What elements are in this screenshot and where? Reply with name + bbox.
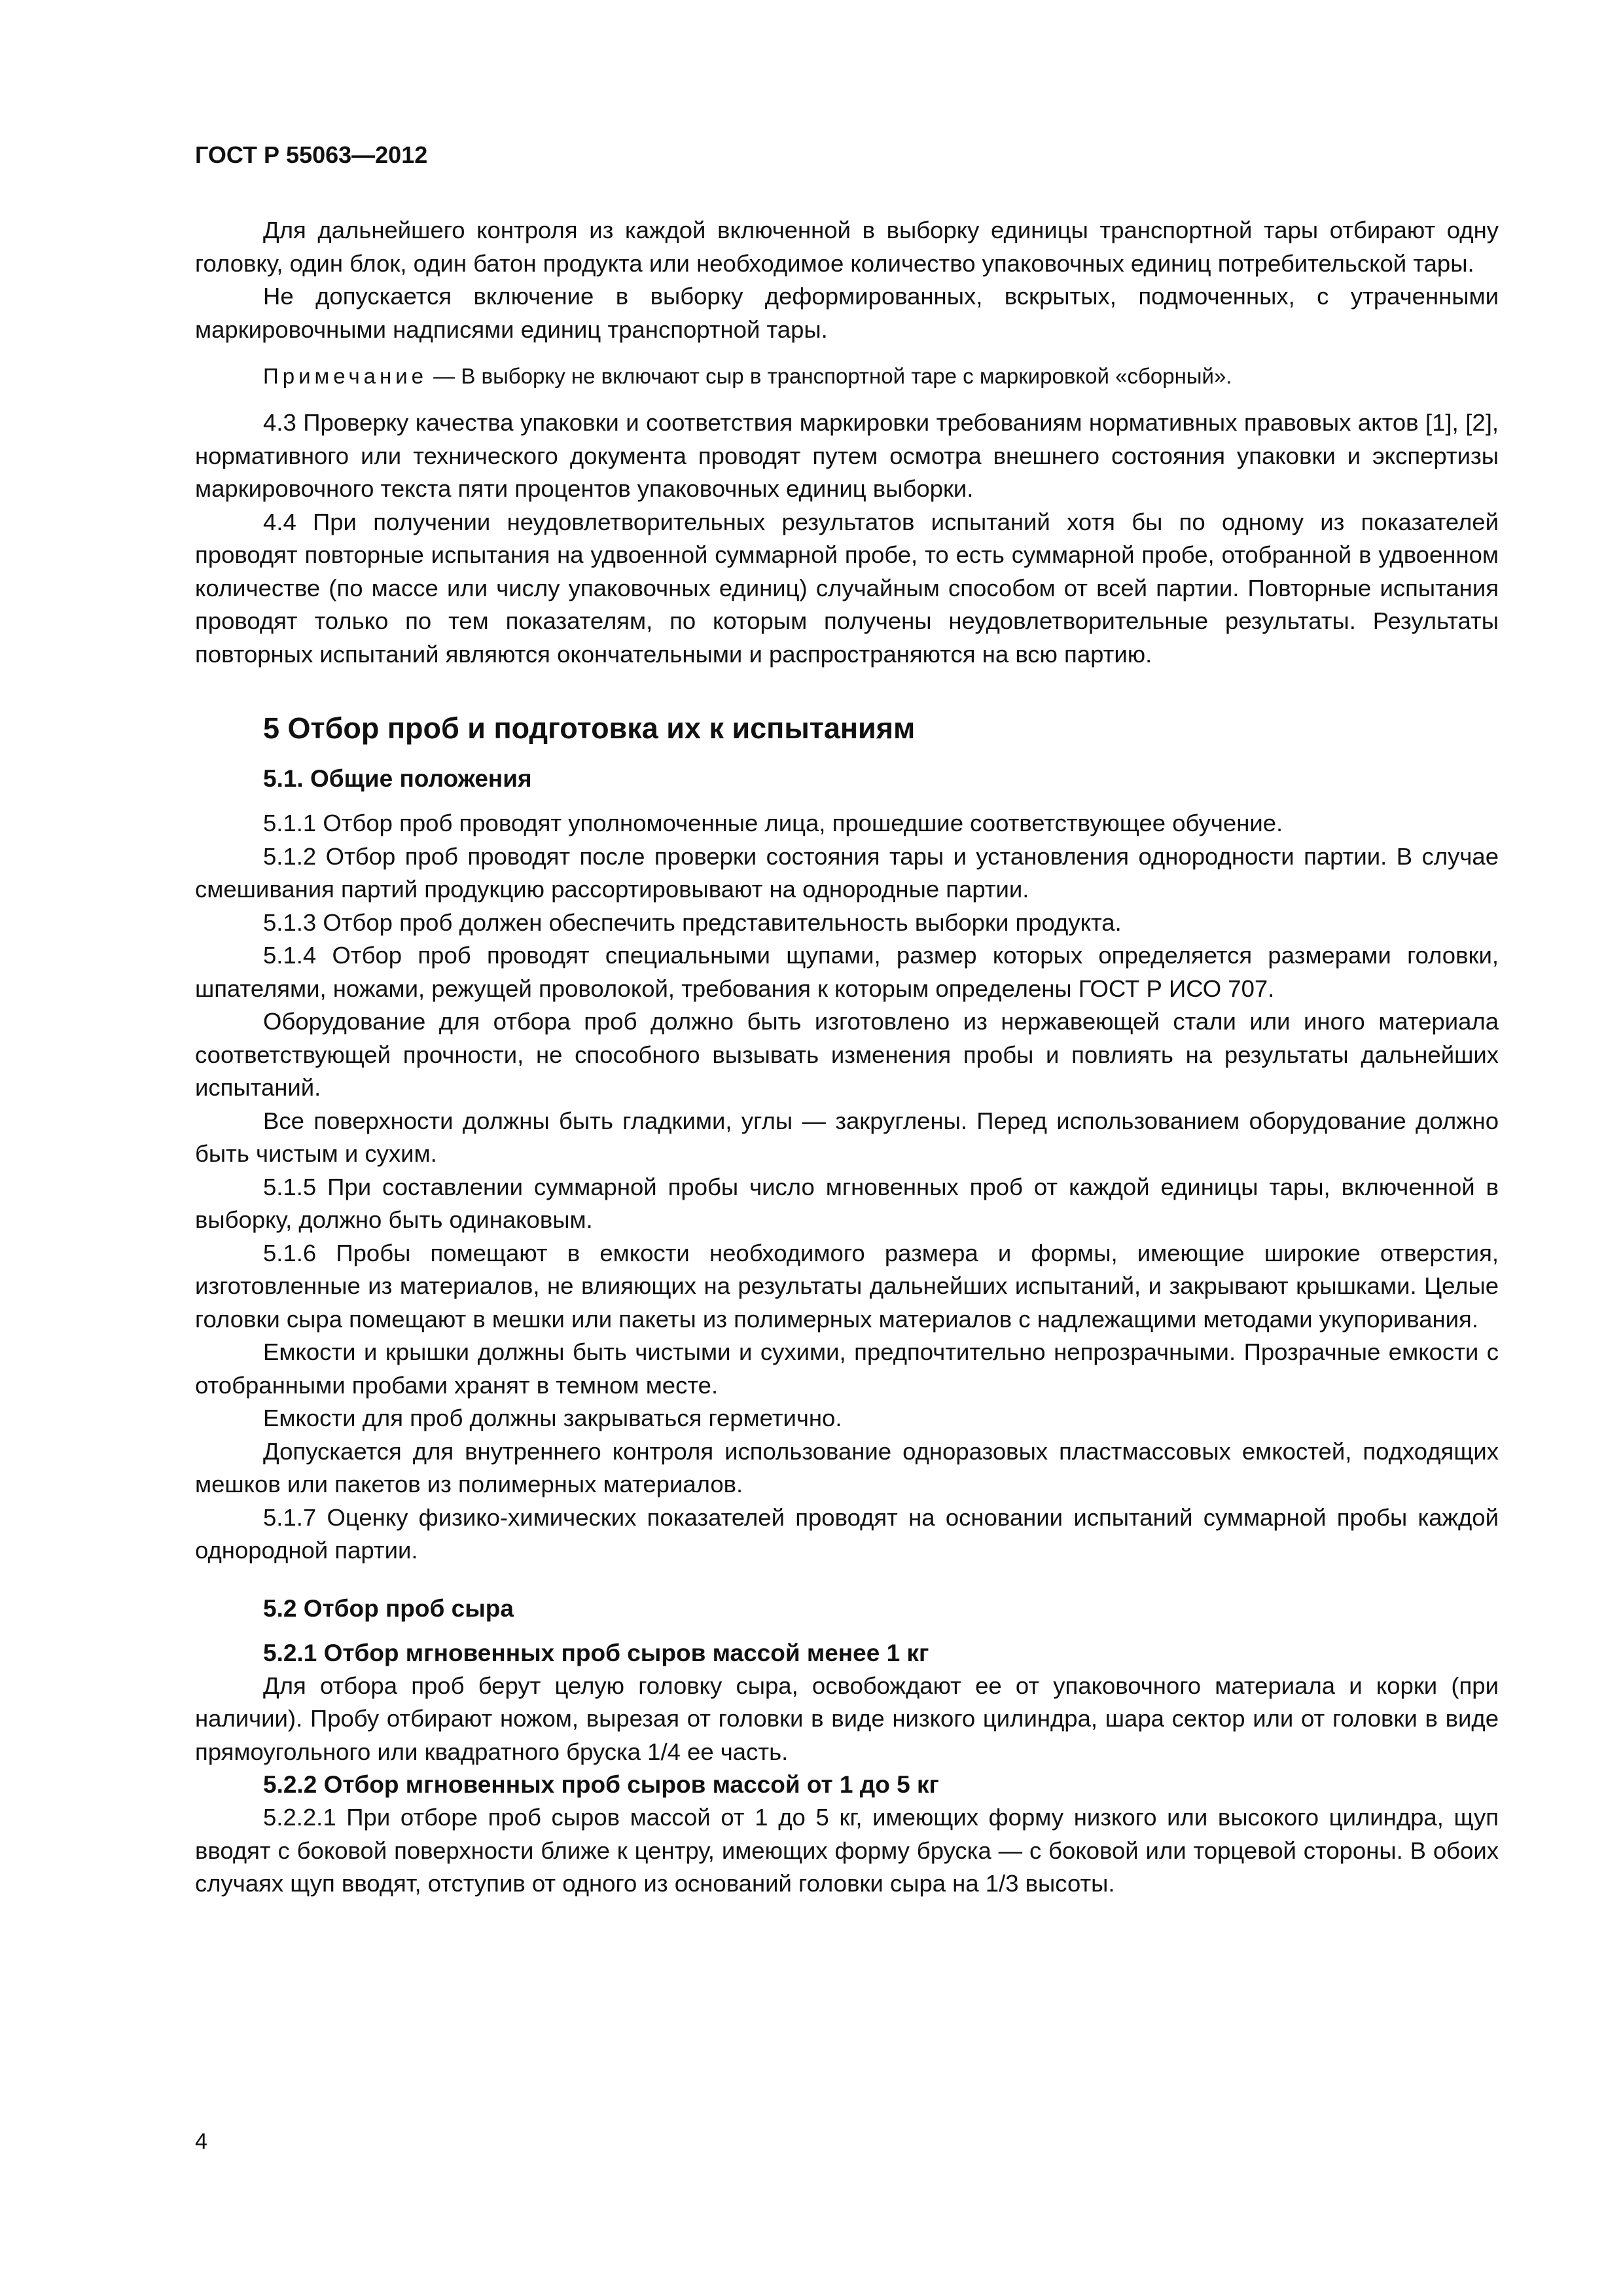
paragraph: 5.1.3 Отбор проб должен обеспечить представительность выборки продукта. — [263, 908, 1122, 936]
paragraph-4-4: 4.4 При получении неудовлетворительных результатов испытаний хотя бы по одному из показателей проводят повторные испытания на удвоенной суммарной пробе, то есть суммарной пробе, отобранной в удвоенном количестве (по массе или числу упаковочных единиц) случайным способом от всей партии. Повторные испытания проводят только по тем показателям, по которым получены неудовлетворительные результаты. Результаты повторных испытаний являются окончательными и распространяются на всю партию. — [195, 508, 1499, 668]
paragraph: Допускается для внутреннего контроля использование одноразовых пластмассовых емкостей, подходящих мешков или пакетов из полимерных материалов. — [195, 1437, 1499, 1498]
paragraph-4-3: 4.3 Проверку качества упаковки и соответствия маркировки требованиям нормативных правовых актов [1], [2], нормативного или технического документа проводят путем осмотра внешнего состояния упаковки и экспертизы маркировочного текста пяти процентов упаковочных единиц выборки. — [195, 409, 1499, 502]
paragraph: Все поверхности должны быть гладкими, углы — закруглены. Перед использованием оборудование должно быть чистым и сухим. — [195, 1107, 1499, 1167]
note-label: Примечание — [263, 364, 428, 388]
paragraph: Для отбора проб берут целую головку сыра, освобождают ее от упаковочного материала и корки (при наличии). Пробу отбирают ножом, вырезая от головки в виде низкого цилиндра, шара сектор или от головки в виде прямоугольного или квадратного бруска 1/4 ее часть. — [195, 1672, 1499, 1765]
paragraph: 5.1.4 Отбор проб проводят специальными щупами, размер которых определяется размерами головки, шпателями, ножами, режущей проволокой, требования к которым определены ГОСТ Р ИСО 707. — [195, 942, 1499, 1002]
section-5-title: 5 Отбор проб и подготовка их к испытаниям — [263, 711, 916, 745]
paragraph: Не допускается включение в выборку деформированных, вскрытых, подмоченных, с утраченными маркировочными надписями единиц транспортной тары. — [195, 283, 1499, 343]
document-header: ГОСТ Р 55063—2012 — [195, 141, 428, 168]
document-page — [195, 141, 1499, 1901]
paragraph: 5.1.5 При составлении суммарной пробы число мгновенных проб от каждой единицы тары, включенной в выборку, должно быть одинаковым. — [195, 1173, 1499, 1233]
paragraph: Емкости и крышки должны быть чистыми и сухими, предпочтительно непрозрачными. Прозрачные емкости с отобранными пробами хранят в темном месте. — [195, 1338, 1499, 1399]
paragraph: 5.2.2.1 При отборе проб сыров массой от 1 до 5 кг, имеющих форму низкого или высокого цилиндра, щуп вводят с боковой поверхности ближе к центру, имеющих форму бруска — с боковой или торцевой стороны. В обоих случаях щуп вводят, отступив от одного из оснований головки сыра на 1/3 высоты. — [195, 1804, 1499, 1897]
subsection-5-2-2-title: 5.2.2 Отбор мгновенных проб сыров массой от 1 до 5 кг — [263, 1771, 939, 1798]
paragraph: 5.1.1 Отбор проб проводят уполномоченные лица, прошедшие соответствующее обучение. — [263, 810, 1283, 836]
paragraph: 5.1.7 Оценку физико-химических показателей проводят на основании испытаний суммарной пробы каждой однородной партии. — [195, 1503, 1499, 1564]
paragraph: Емкости для проб должны закрываться герметично. — [263, 1405, 842, 1431]
note — [195, 362, 1499, 391]
paragraph: 5.1.2 Отбор проб проводят после проверки состояния тары и установления однородности партии. В случае смешивания партий продукцию рассортировывают на однородные партии. — [195, 842, 1499, 903]
subsection-5-2-1-title: 5.2.1 Отбор мгновенных проб сыров массой менее 1 кг — [263, 1639, 929, 1666]
note-text: — В выборку не включают сыр в транспортной таре с маркировкой «сборный». — [427, 364, 1232, 388]
paragraph: Для дальнейшего контроля из каждой включенной в выборку единицы транспортной тары отбирают одну головку, один блок, один батон продукта или необходимое количество упаковочных единиц потребительской тары. — [195, 217, 1499, 277]
subsection-5-1-title: 5.1. Общие положения — [263, 765, 532, 792]
paragraph: 5.1.6 Пробы помещают в емкости необходимого размера и формы, имеющие широкие отверстия, изготовленные из материалов, не влияющих на результаты дальнейших испытаний, и закрывают крышками. Целые головки сыра помещают в мешки или пакеты из полимерных материалов с надлежащими методами укупоривания. — [195, 1239, 1499, 1333]
page-number: 4 — [195, 2129, 207, 2154]
paragraph: Оборудование для отбора проб должно быть изготовлено из нержавеющей стали или иного материала соответствующей прочности, не способного вызывать изменения пробы и повлиять на результаты дальнейших испытаний. — [195, 1008, 1499, 1101]
subsection-5-2-title: 5.2 Отбор проб сыра — [263, 1594, 514, 1622]
